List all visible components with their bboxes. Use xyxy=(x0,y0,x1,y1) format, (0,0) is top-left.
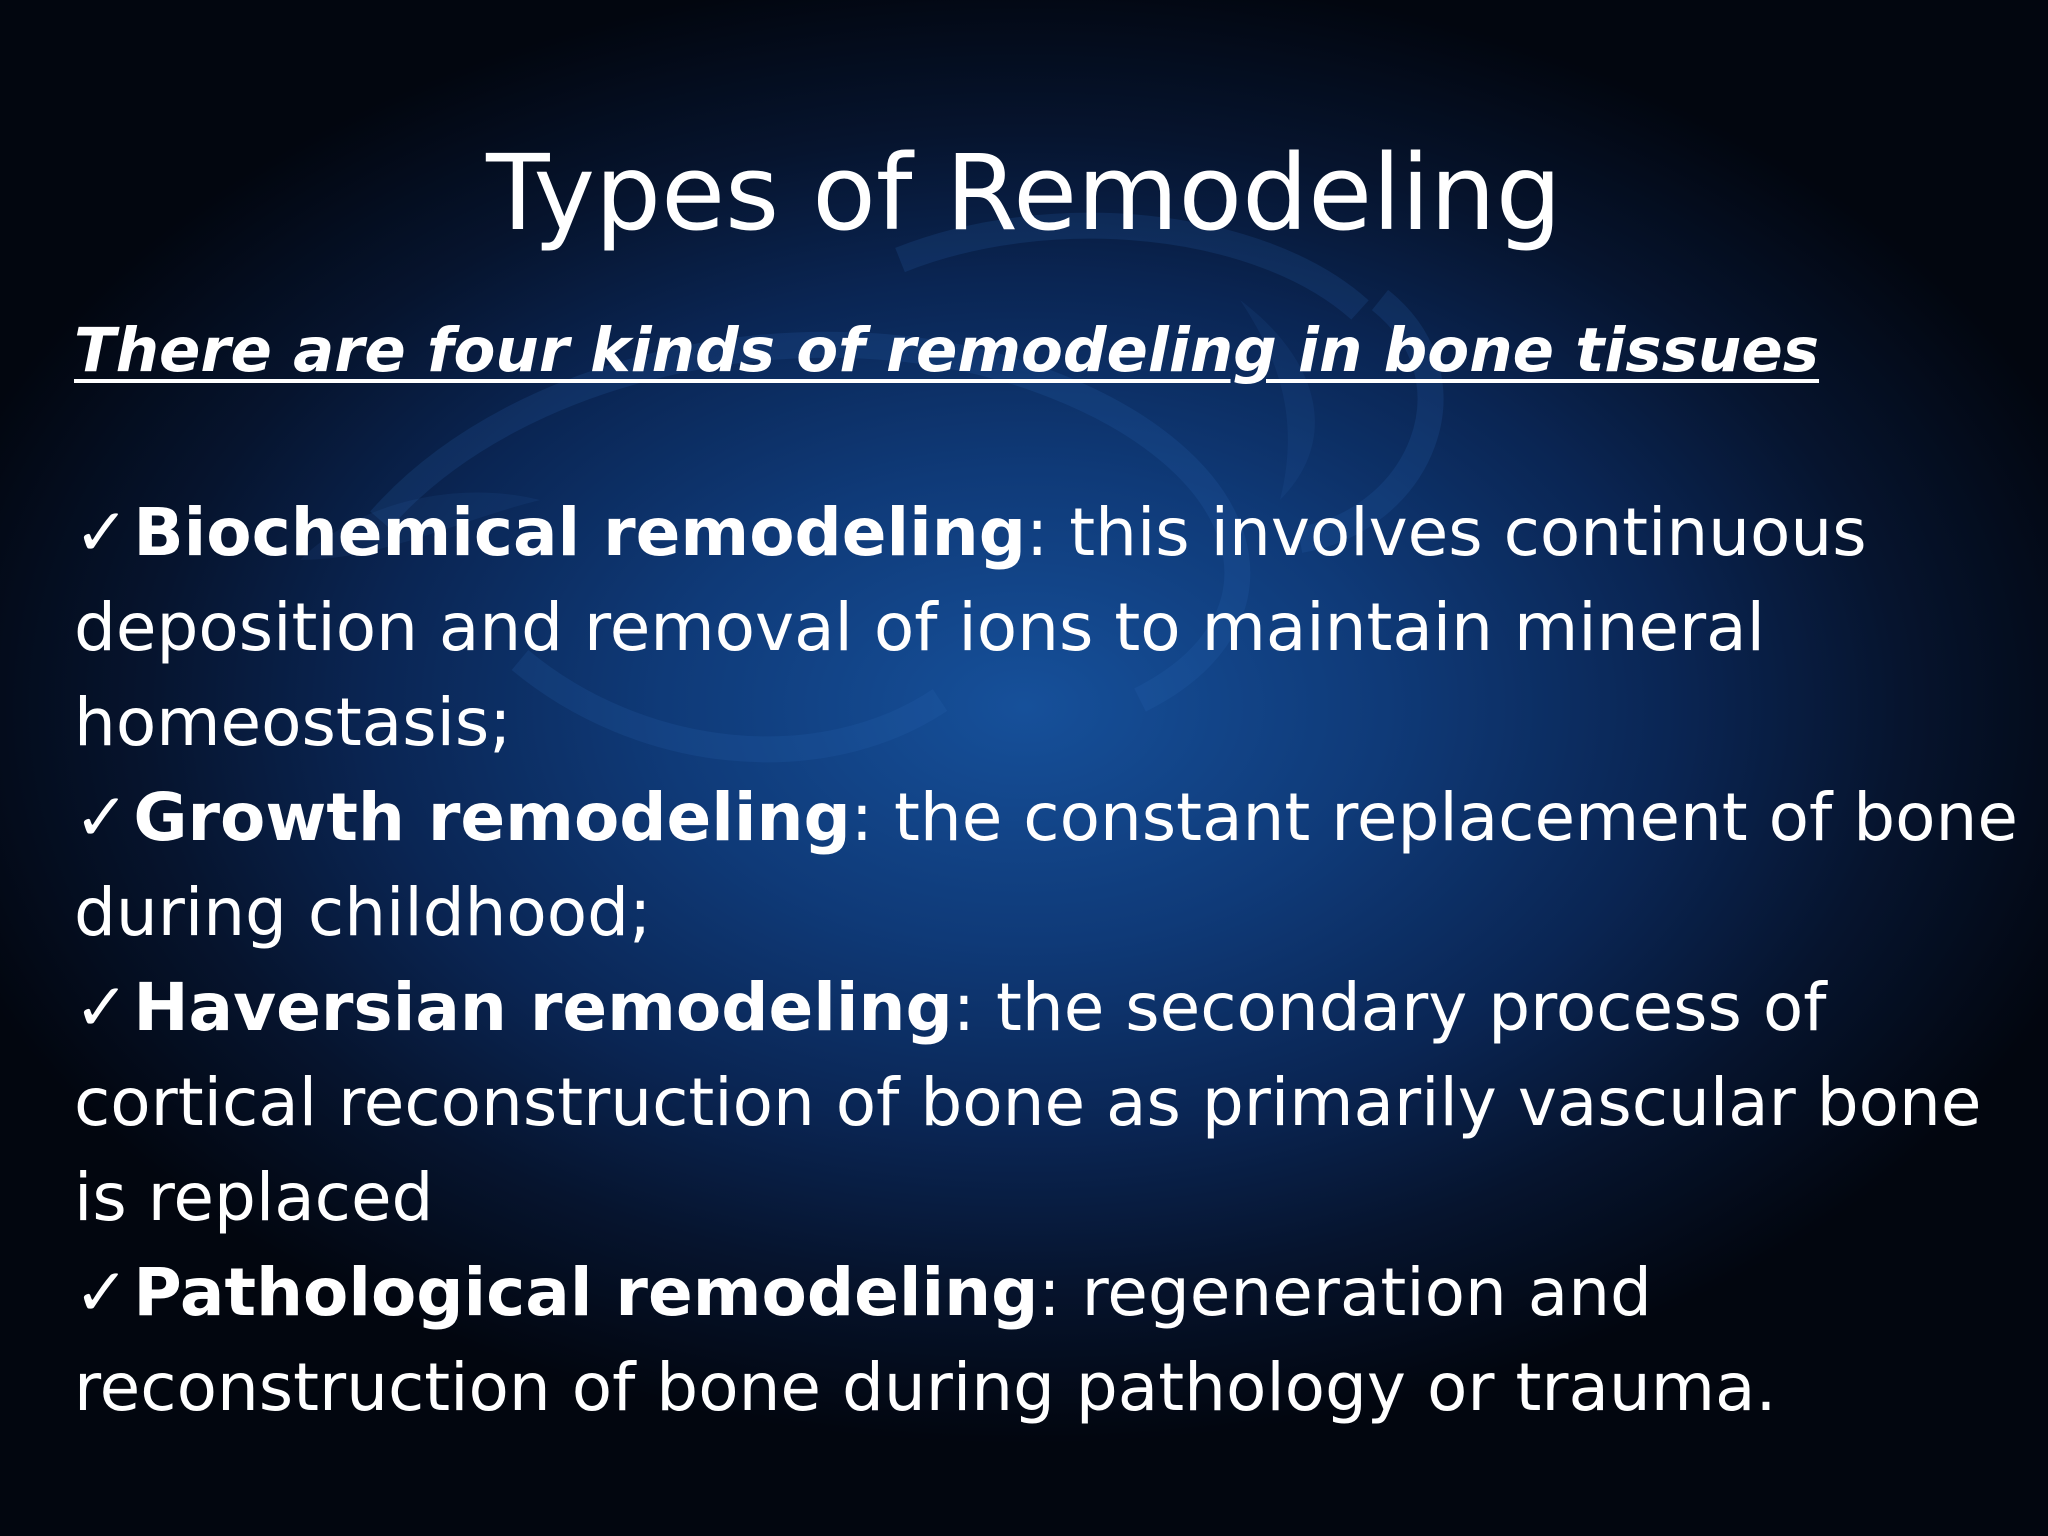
slide-title: Types of Remodeling xyxy=(486,132,1562,254)
checkmark-icon: ✓ xyxy=(74,1254,130,1331)
slide-subtitle: There are four kinds of remodeling in bone tissues xyxy=(74,315,1820,386)
item-description: this involves continuous deposition and removal of ions to maintain mineral homeostasis; xyxy=(74,494,1867,761)
item-description: regeneration and reconstruction of bone during pathology or trauma. xyxy=(74,1254,1777,1426)
item-separator: : xyxy=(850,779,874,856)
item-description: the constant replacement of bone during childhood; xyxy=(74,779,2018,951)
item-separator: : xyxy=(952,969,975,1046)
remodeling-types-list xyxy=(74,485,2024,1435)
item-term: Haversian remodeling xyxy=(133,969,953,1046)
item-term: Pathological remodeling xyxy=(133,1254,1039,1331)
checkmark-icon: ✓ xyxy=(74,494,130,571)
item-separator: : xyxy=(1026,494,1049,571)
item-term: Biochemical remodeling xyxy=(133,494,1027,571)
item-term: Growth remodeling xyxy=(133,779,851,856)
item-separator: : xyxy=(1038,1254,1061,1331)
list-item-growth xyxy=(74,770,2024,960)
checkmark-icon: ✓ xyxy=(74,969,130,1046)
checkmark-icon: ✓ xyxy=(74,779,130,856)
list-item-pathological xyxy=(74,1245,2024,1435)
list-item-biochemical xyxy=(74,485,2024,770)
list-item-haversian xyxy=(74,960,2024,1245)
item-description: the secondary process of cortical reconstruction of bone as primarily vascular bone is replaced xyxy=(74,969,1982,1236)
